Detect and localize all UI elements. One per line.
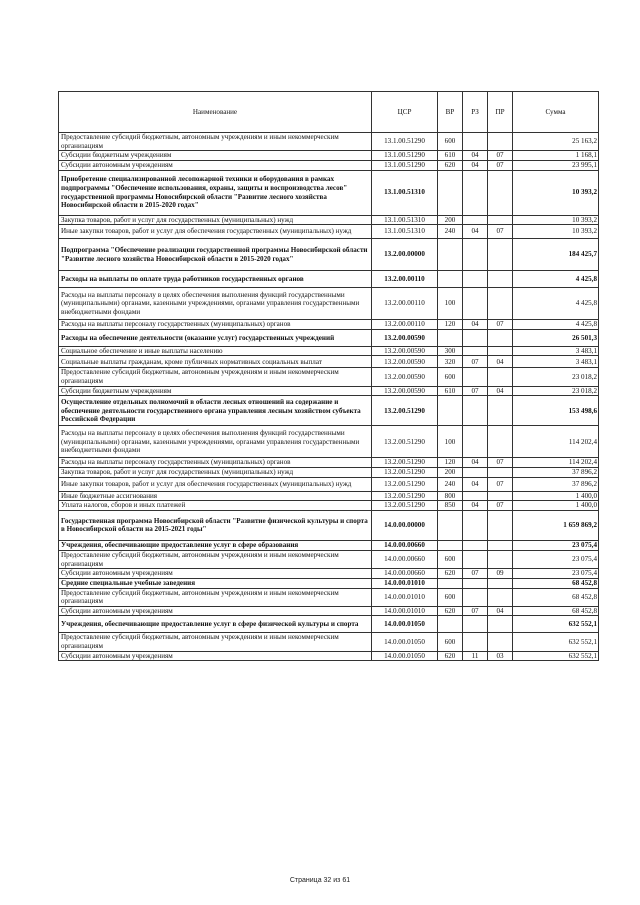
cell-pr: [488, 215, 513, 225]
cell-sum: 25 163,2: [513, 133, 599, 151]
cell-vr: 200: [438, 215, 463, 225]
cell-vr: 600: [438, 133, 463, 151]
cell-vr: 610: [438, 386, 463, 396]
cell-csr: 13.2.00.51290: [372, 491, 438, 501]
cell-name: Учреждения, обеспечивающие предоставление услуг в сфере образования: [59, 540, 372, 550]
cell-sum: 10 393,2: [513, 225, 599, 239]
cell-rz: [463, 491, 488, 501]
table-row: [59, 468, 599, 478]
cell-vr: [438, 239, 463, 271]
table-row: [59, 396, 599, 426]
cell-name: Субсидии бюджетным учреждениям: [59, 151, 372, 161]
cell-csr: 13.2.00.00110: [372, 271, 438, 288]
cell-pr: [488, 616, 513, 633]
cell-csr: 13.2.00.51290: [372, 477, 438, 491]
cell-pr: 07: [488, 320, 513, 330]
cell-csr: 13.1.00.51290: [372, 151, 438, 161]
cell-vr: 300: [438, 346, 463, 356]
table-row: [59, 151, 599, 161]
cell-sum: 37 896,2: [513, 477, 599, 491]
cell-rz: [463, 239, 488, 271]
cell-sum: 153 498,6: [513, 396, 599, 426]
cell-name: Учреждения, обеспечивающие предоставление услуг в сфере физической культуры и спорта: [59, 616, 372, 633]
cell-pr: [488, 329, 513, 346]
cell-vr: 850: [438, 501, 463, 511]
cell-name: Расходы на выплаты персоналу государственных (муниципальных) органов: [59, 458, 372, 468]
cell-rz: [463, 329, 488, 346]
cell-csr: 13.2.00.51290: [372, 458, 438, 468]
cell-rz: [463, 510, 488, 540]
cell-rz: 07: [463, 356, 488, 368]
cell-rz: 04: [463, 477, 488, 491]
cell-csr: 14.0.00.01010: [372, 578, 438, 588]
cell-name: Иные бюджетные ассигнования: [59, 491, 372, 501]
cell-name: Расходы на выплаты персоналу государственных (муниципальных) органов: [59, 320, 372, 330]
cell-csr: 14.0.00.00000: [372, 510, 438, 540]
cell-name: Расходы на выплаты по оплате труда работников государственных органов: [59, 271, 372, 288]
cell-sum: 632 552,1: [513, 651, 599, 661]
header-rz: РЗ: [463, 92, 488, 133]
header-vr: ВР: [438, 92, 463, 133]
cell-pr: [488, 468, 513, 478]
cell-name: Иные закупки товаров, работ и услуг для обеспечения государственных (муниципальных) нужд: [59, 477, 372, 491]
cell-rz: [463, 288, 488, 320]
cell-rz: [463, 133, 488, 151]
cell-pr: [488, 368, 513, 386]
cell-vr: [438, 616, 463, 633]
cell-name: Социальные выплаты гражданам, кроме публичных нормативных социальных выплат: [59, 356, 372, 368]
cell-pr: [488, 346, 513, 356]
header-pr: ПР: [488, 92, 513, 133]
cell-sum: 3 483,1: [513, 356, 599, 368]
table-row: [59, 477, 599, 491]
cell-pr: 07: [488, 477, 513, 491]
cell-csr: 14.0.00.00660: [372, 569, 438, 579]
cell-vr: [438, 510, 463, 540]
cell-csr: 14.0.00.00660: [372, 540, 438, 550]
table-row: [59, 491, 599, 501]
cell-pr: 07: [488, 151, 513, 161]
cell-vr: 620: [438, 606, 463, 616]
cell-pr: [488, 426, 513, 458]
cell-vr: 100: [438, 288, 463, 320]
cell-rz: [463, 215, 488, 225]
cell-sum: 23 075,4: [513, 540, 599, 550]
cell-name: Государственная программа Новосибирской области "Развитие физической культуры и спорта в Новосибирской области на 2015-2021 годы": [59, 510, 372, 540]
cell-csr: 13.1.00.51310: [372, 225, 438, 239]
cell-vr: [438, 540, 463, 550]
cell-vr: 600: [438, 368, 463, 386]
cell-pr: [488, 633, 513, 651]
cell-vr: 320: [438, 356, 463, 368]
cell-rz: [463, 170, 488, 215]
table-row: [59, 160, 599, 170]
cell-name: Субсидии автономным учреждениям: [59, 651, 372, 661]
cell-sum: 4 425,8: [513, 320, 599, 330]
cell-name: Субсидии автономным учреждениям: [59, 569, 372, 579]
cell-rz: 04: [463, 458, 488, 468]
cell-sum: 114 202,4: [513, 458, 599, 468]
cell-pr: 09: [488, 569, 513, 579]
cell-pr: [488, 578, 513, 588]
cell-csr: 13.2.00.00590: [372, 386, 438, 396]
cell-vr: 800: [438, 491, 463, 501]
table-row: [59, 540, 599, 550]
cell-pr: [488, 170, 513, 215]
table-row: [59, 329, 599, 346]
cell-csr: 13.2.00.00110: [372, 288, 438, 320]
cell-rz: [463, 550, 488, 568]
cell-rz: [463, 271, 488, 288]
cell-vr: [438, 170, 463, 215]
cell-csr: 13.2.00.51290: [372, 468, 438, 478]
cell-name: Расходы на обеспечение деятельности (оказание услуг) государственных учреждений: [59, 329, 372, 346]
table-row: [59, 368, 599, 386]
cell-rz: [463, 426, 488, 458]
cell-pr: [488, 288, 513, 320]
table-row: [59, 606, 599, 616]
cell-vr: 100: [438, 426, 463, 458]
cell-sum: 4 425,8: [513, 271, 599, 288]
cell-vr: 620: [438, 569, 463, 579]
cell-pr: 04: [488, 606, 513, 616]
cell-sum: 4 425,8: [513, 288, 599, 320]
table-row: [59, 346, 599, 356]
cell-name: Предоставление субсидий бюджетным, автономным учреждениям и иным некоммерческим организациям: [59, 133, 372, 151]
cell-vr: [438, 329, 463, 346]
cell-rz: 04: [463, 151, 488, 161]
cell-pr: [488, 271, 513, 288]
cell-name: Субсидии автономным учреждениям: [59, 160, 372, 170]
cell-pr: [488, 550, 513, 568]
cell-name: Уплата налогов, сборов и иных платежей: [59, 501, 372, 511]
table-row: [59, 225, 599, 239]
table-row: [59, 510, 599, 540]
table-header-row: [59, 92, 599, 133]
cell-rz: 11: [463, 651, 488, 661]
table-row: [59, 215, 599, 225]
cell-pr: 04: [488, 356, 513, 368]
cell-pr: [488, 396, 513, 426]
cell-csr: 13.2.00.51290: [372, 396, 438, 426]
cell-rz: 07: [463, 386, 488, 396]
cell-pr: [488, 540, 513, 550]
cell-name: Предоставление субсидий бюджетным, автономным учреждениям и иным некоммерческим организациям: [59, 588, 372, 606]
cell-sum: 1 168,1: [513, 151, 599, 161]
cell-sum: 184 425,7: [513, 239, 599, 271]
table-row: [59, 578, 599, 588]
cell-sum: 114 202,4: [513, 426, 599, 458]
table-row: [59, 588, 599, 606]
cell-csr: 13.2.00.51290: [372, 501, 438, 511]
cell-csr: 13.2.00.00590: [372, 346, 438, 356]
cell-csr: 13.2.00.00590: [372, 368, 438, 386]
cell-csr: 13.2.00.00000: [372, 239, 438, 271]
cell-csr: 14.0.00.01050: [372, 651, 438, 661]
cell-vr: [438, 396, 463, 426]
cell-rz: 04: [463, 160, 488, 170]
cell-csr: 14.0.00.00660: [372, 550, 438, 568]
table-row: [59, 288, 599, 320]
cell-csr: 14.0.00.01010: [372, 588, 438, 606]
cell-sum: 23 075,4: [513, 550, 599, 568]
header-csr: ЦСР: [372, 92, 438, 133]
cell-sum: 1 659 869,2: [513, 510, 599, 540]
cell-csr: 13.1.00.51290: [372, 160, 438, 170]
table-row: [59, 501, 599, 511]
header-sum: Сумма: [513, 92, 599, 133]
cell-sum: 10 393,2: [513, 170, 599, 215]
cell-sum: 23 995,1: [513, 160, 599, 170]
table-row: [59, 569, 599, 579]
cell-sum: 632 552,1: [513, 633, 599, 651]
table-row: [59, 386, 599, 396]
cell-sum: 1 400,0: [513, 501, 599, 511]
table-row: [59, 170, 599, 215]
table-row: [59, 458, 599, 468]
table-row: [59, 616, 599, 633]
cell-vr: 620: [438, 160, 463, 170]
table-row: [59, 239, 599, 271]
cell-name: Подпрограмма "Обеспечение реализации государственной программы Новосибирской области "Развитие лесного хозяйства Новосибирской области в 2015-2020 годах": [59, 239, 372, 271]
cell-pr: [488, 588, 513, 606]
cell-csr: 13.1.00.51310: [372, 170, 438, 215]
cell-sum: 68 452,8: [513, 588, 599, 606]
cell-pr: 07: [488, 225, 513, 239]
cell-rz: 04: [463, 320, 488, 330]
cell-rz: [463, 346, 488, 356]
table-row: [59, 271, 599, 288]
cell-sum: 23 018,2: [513, 386, 599, 396]
cell-name: Иные закупки товаров, работ и услуг для обеспечения государственных (муниципальных) нужд: [59, 225, 372, 239]
cell-vr: 610: [438, 151, 463, 161]
cell-name: Субсидии автономным учреждениям: [59, 606, 372, 616]
cell-rz: [463, 396, 488, 426]
cell-rz: [463, 578, 488, 588]
cell-sum: 632 552,1: [513, 616, 599, 633]
cell-vr: 600: [438, 588, 463, 606]
cell-vr: 240: [438, 477, 463, 491]
cell-vr: 620: [438, 651, 463, 661]
cell-rz: [463, 616, 488, 633]
cell-vr: 600: [438, 550, 463, 568]
table-row: [59, 133, 599, 151]
cell-csr: 13.2.00.51290: [372, 426, 438, 458]
cell-pr: 03: [488, 651, 513, 661]
cell-rz: 07: [463, 606, 488, 616]
cell-pr: [488, 510, 513, 540]
cell-name: Приобретение специализированной лесопожарной техники и оборудования в рамках подпрограммы "Обеспечение использования, охраны, защиты и воспроизводства лесов" государственной программы Новосибирской области "Развитие лесного хозяйства Новосибирской области в 2015-2020 годах": [59, 170, 372, 215]
cell-name: Расходы на выплаты персоналу в целях обеспечения выполнения функций государственными (муниципальными) органами, казенными учреждениями, органами управления государственными внебюджетными фондами: [59, 426, 372, 458]
cell-vr: 200: [438, 468, 463, 478]
cell-sum: 68 452,8: [513, 578, 599, 588]
cell-name: Предоставление субсидий бюджетным, автономным учреждениям и иным некоммерческим организациям: [59, 368, 372, 386]
cell-csr: 13.2.00.00110: [372, 320, 438, 330]
cell-pr: 04: [488, 386, 513, 396]
cell-sum: 10 393,2: [513, 215, 599, 225]
cell-rz: [463, 468, 488, 478]
cell-sum: 37 896,2: [513, 468, 599, 478]
cell-csr: 13.1.00.51290: [372, 133, 438, 151]
cell-sum: 23 075,4: [513, 569, 599, 579]
cell-pr: 07: [488, 458, 513, 468]
cell-vr: [438, 271, 463, 288]
cell-pr: [488, 239, 513, 271]
table-row: [59, 426, 599, 458]
cell-csr: 13.1.00.51310: [372, 215, 438, 225]
cell-csr: 14.0.00.01010: [372, 606, 438, 616]
cell-name: Осуществление отдельных полномочий в области лесных отношений на содержание и обеспечение деятельности государственного органа управления лесным хозяйством субъекта Российской Федерации: [59, 396, 372, 426]
table-row: [59, 356, 599, 368]
cell-name: Субсидии бюджетным учреждениям: [59, 386, 372, 396]
cell-pr: 07: [488, 501, 513, 511]
header-name: Наименование: [59, 92, 372, 133]
cell-rz: 04: [463, 501, 488, 511]
cell-pr: 07: [488, 160, 513, 170]
cell-vr: 120: [438, 458, 463, 468]
cell-name: Предоставление субсидий бюджетным, автономным учреждениям и иным некоммерческим организациям: [59, 633, 372, 651]
cell-rz: 04: [463, 225, 488, 239]
cell-sum: 3 483,1: [513, 346, 599, 356]
table-row: [59, 651, 599, 661]
cell-name: Расходы на выплаты персоналу в целях обеспечения выполнения функций государственными (муниципальными) органами, казенными учреждениями, органами управления государственными внебюджетными фондами: [59, 288, 372, 320]
cell-name: Закупка товаров, работ и услуг для государственных (муниципальных) нужд: [59, 468, 372, 478]
page-number: Страница 32 из 61: [289, 877, 351, 884]
cell-vr: 600: [438, 633, 463, 651]
cell-vr: 240: [438, 225, 463, 239]
cell-csr: 13.2.00.00590: [372, 356, 438, 368]
cell-sum: 23 018,2: [513, 368, 599, 386]
cell-vr: 120: [438, 320, 463, 330]
cell-pr: [488, 133, 513, 151]
cell-sum: 68 452,8: [513, 606, 599, 616]
cell-pr: [488, 491, 513, 501]
cell-rz: [463, 540, 488, 550]
cell-rz: [463, 633, 488, 651]
cell-sum: 1 400,0: [513, 491, 599, 501]
cell-rz: [463, 588, 488, 606]
cell-csr: 14.0.00.01050: [372, 616, 438, 633]
cell-sum: 26 501,3: [513, 329, 599, 346]
cell-name: Социальное обеспечение и иные выплаты населению: [59, 346, 372, 356]
cell-vr: [438, 578, 463, 588]
cell-name: Закупка товаров, работ и услуг для государственных (муниципальных) нужд: [59, 215, 372, 225]
table-row: [59, 633, 599, 651]
table-row: [59, 550, 599, 568]
cell-csr: 14.0.00.01050: [372, 633, 438, 651]
cell-csr: 13.2.00.00590: [372, 329, 438, 346]
budget-table: [58, 91, 599, 661]
table-body: [59, 133, 599, 661]
cell-name: Средние специальные учебные заведения: [59, 578, 372, 588]
table-row: [59, 320, 599, 330]
cell-rz: 07: [463, 569, 488, 579]
cell-name: Предоставление субсидий бюджетным, автономным учреждениям и иным некоммерческим организациям: [59, 550, 372, 568]
cell-rz: [463, 368, 488, 386]
